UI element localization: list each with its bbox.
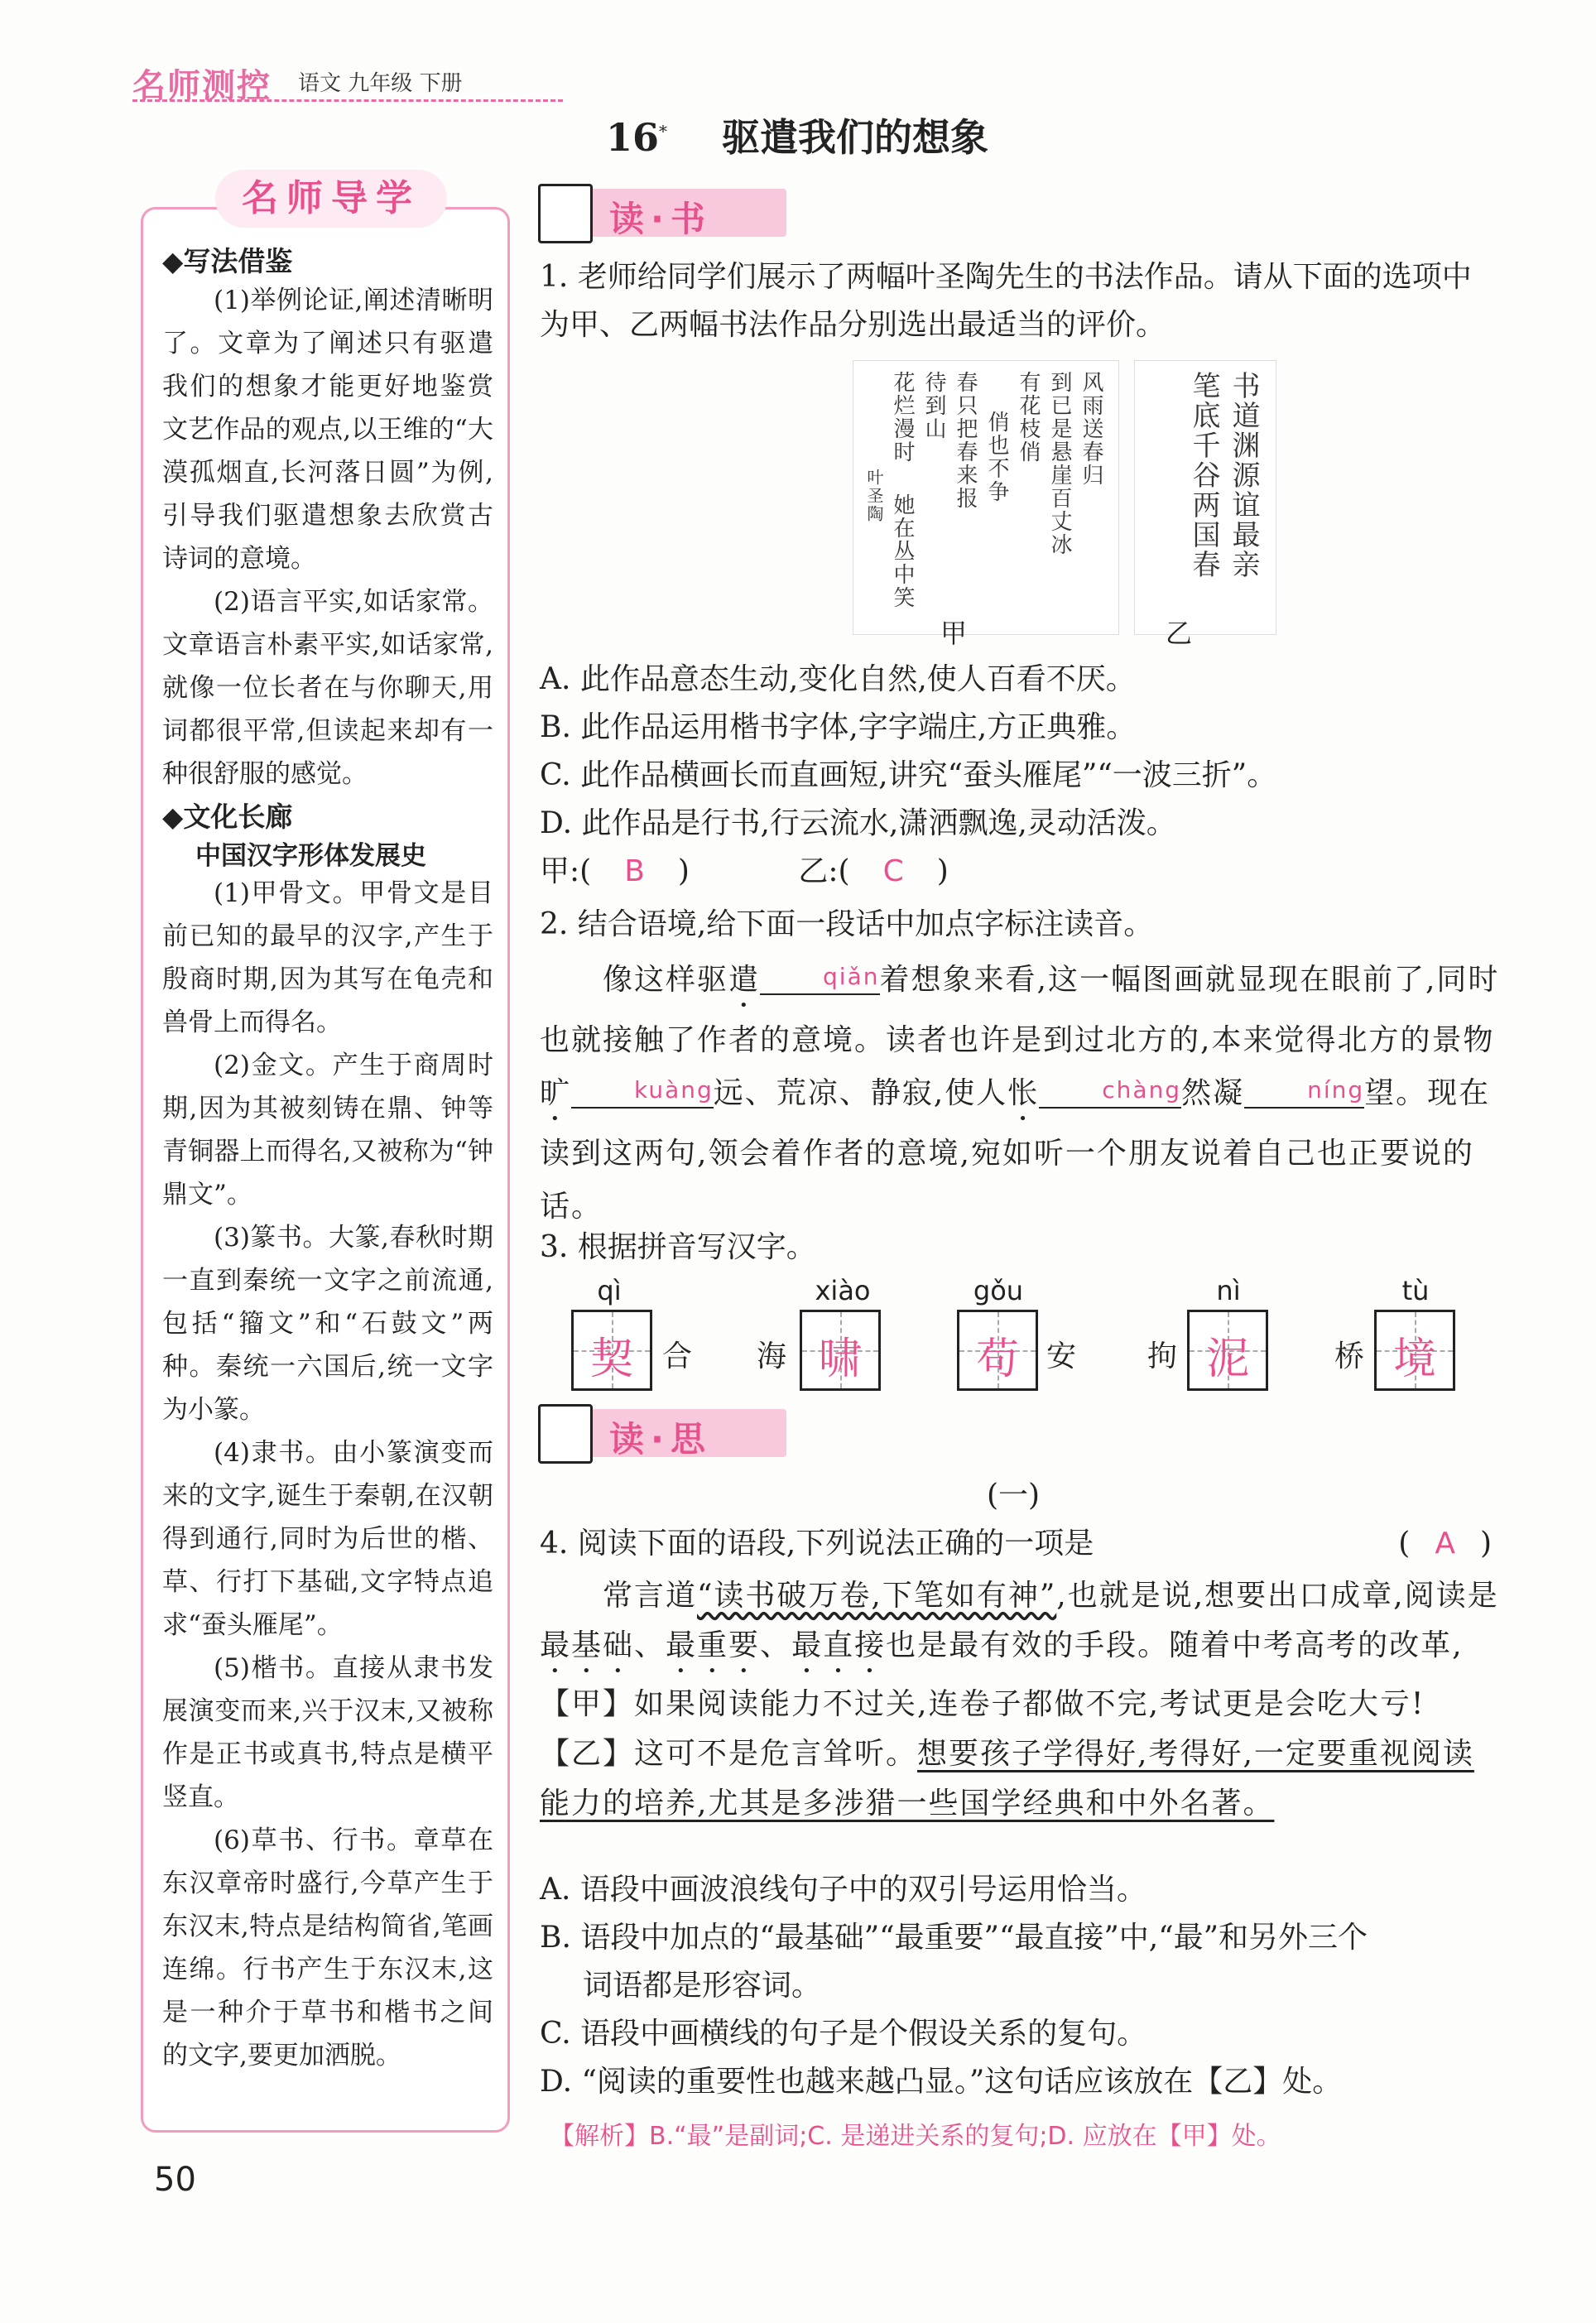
callig-col: 笔底千谷两国春 <box>1187 371 1220 580</box>
question-4-passage <box>540 1571 1500 1829</box>
pinyin-label: nì <box>1216 1275 1241 1306</box>
answer-close: ) <box>677 854 690 888</box>
answer-yi: C <box>882 854 904 888</box>
answer-char: 泥 <box>1205 1335 1249 1384</box>
answer-label: 甲:( <box>540 854 592 888</box>
underlined-sentence: 想要孩子学得好,考得好,一定要重视阅读能力的培养,尤其是多涉猎一些国学经典和中外名著。 <box>540 1737 1474 1820</box>
option-b-cont: 词语都是形容词。 <box>583 1969 822 2003</box>
dotted-word: 最重要 <box>666 1628 761 1662</box>
label-yi: 乙 <box>1166 618 1193 649</box>
context-char: 海 <box>757 1339 787 1373</box>
lesson-name: 驱遣我们的想象 <box>722 115 989 160</box>
section-read-think <box>538 1409 786 1460</box>
context-char: 拘 <box>1147 1339 1178 1373</box>
calligraphy-yi <box>1134 360 1276 635</box>
book-icon <box>538 1404 593 1464</box>
sidebar-subheading: 中国汉字形体发展史 <box>195 841 426 871</box>
pinyin-label: gǒu <box>973 1275 1024 1306</box>
option-b: B. 此作品运用楷书字体,字字端庄,方正典雅。 <box>540 710 1137 744</box>
sidebar-content <box>162 240 493 2077</box>
bracket-close: ) <box>1479 1527 1492 1561</box>
question-3-stem: 3. 根据拼音写汉字。 <box>540 1230 816 1264</box>
tianzige-box <box>1187 1310 1268 1391</box>
pinyin-answer: qiǎn <box>760 960 879 995</box>
section-read-book <box>538 189 786 237</box>
sidebar-heading-writing: ◆写法借鉴 <box>162 245 293 277</box>
option-a: A. 此作品意态生动,变化自然,使人百看不厌。 <box>540 662 1136 696</box>
sidebar-para: (1)举例论证,阐述清晰明了。文章为了阐述只有驱遣我们的想象才能更好地鉴赏文艺作品的观点,以王维的“大漠孤烟直,长河落日圆”为例,引导我们驱遣想象去欣赏古诗词的意境。 <box>162 286 493 574</box>
analysis-note: 【解析】B.“最”是副词;C. 是递进关系的复句;D. 应放在【甲】处。 <box>550 2122 1281 2151</box>
callig-col: 风雨送春归 <box>1079 371 1103 487</box>
pinyin-answer: kuàng <box>571 1074 714 1109</box>
dotted-word: 最基础 <box>540 1628 635 1662</box>
page-number: 50 <box>154 2161 196 2199</box>
passage-text: ,也就是说,想要出口成章,阅读是 <box>1056 1579 1499 1613</box>
pinyin-answer: chàng <box>1039 1074 1181 1109</box>
question-1-stem: 1. 老师给同学们展示了两幅叶圣陶先生的书法作品。请从下面的选项中为甲、乙两幅书法作品分别选出最适当的评价。 <box>540 260 1472 342</box>
stem-text: 4. 阅读下面的语段,下列说法正确的一项是 <box>540 1527 1094 1561</box>
pinyin-label: qì <box>597 1275 622 1306</box>
lesson-number: 16 <box>606 115 660 160</box>
context-char: 桥 <box>1334 1339 1365 1373</box>
passage-text: 望。现在读到这两句,领会着作者的意境,宛如听一个朋友说着自己也正要说的话。 <box>540 1076 1491 1224</box>
wavy-underlined-quote: “读书破万卷,下笔如有神” <box>697 1579 1057 1613</box>
sidebar-para: (6)草书、行书。章草在东汉章帝时盛行,今草产生于东汉末,特点是结构简省,笔画连绵。行书产生于东汉末,这是一种介于草书和楷书之间的文字,要更加洒脱。 <box>162 1825 493 2070</box>
answer-bracket <box>1398 1520 1492 1568</box>
pinyin-answer: níng <box>1244 1074 1364 1109</box>
answer-jia: B <box>624 854 645 888</box>
header-divider <box>132 99 563 102</box>
passage-text: 、 <box>634 1628 666 1662</box>
answer-char: 境 <box>1392 1335 1436 1384</box>
dotted-char: 怅 <box>1007 1076 1040 1110</box>
option-d: D. “阅读的重要性也越来越凸显。”这句话应该放在【乙】处。 <box>540 2065 1343 2099</box>
callig-col: 到已是悬崖百丈冰 <box>1047 371 1072 556</box>
sidebar-para: (5)楷书。直接从隶书发展演变而来,兴于汉末,又被称作是正书或真书,特点是横平竖直。 <box>162 1653 493 1812</box>
lesson-star: * <box>659 121 668 142</box>
book-icon <box>538 184 593 243</box>
answer-close: ) <box>936 854 949 888</box>
callig-col: 她在丛中笑 <box>890 493 915 609</box>
option-c: C. 此作品横画长而直画短,讲究“蚕头雁尾”“一波三折”。 <box>540 758 1277 792</box>
tianzige-box <box>957 1310 1038 1391</box>
part-label: (一) <box>987 1479 1041 1513</box>
callig-col: 有花枝俏 <box>1016 371 1041 464</box>
passage-text: 像这样驱 <box>603 963 729 997</box>
passage-text: 远、荒凉、静寂,使人 <box>713 1076 1008 1110</box>
bracket-open: ( <box>1398 1527 1411 1561</box>
context-char: 安 <box>1046 1339 1077 1373</box>
subject-label: 语文 九年级 下册 <box>298 71 463 96</box>
option-a: A. 语段中画波浪线句子中的双引号运用恰当。 <box>540 1873 1147 1907</box>
question-2-passage <box>540 954 1500 1234</box>
option-d: D. 此作品是行书,行云流水,潇洒飘逸,灵动活泼。 <box>540 806 1176 840</box>
tianzige-box <box>1374 1310 1455 1391</box>
dotted-word: 最直接 <box>791 1628 887 1662</box>
brand-logo: 名师测控 <box>132 67 272 105</box>
tianzige-box <box>571 1310 652 1391</box>
dotted-char: 遣 <box>728 963 761 997</box>
calligraphy-jia <box>853 360 1119 635</box>
question-2-stem: 2. 结合语境,给下面一段话中加点字标注读音。 <box>540 907 1154 941</box>
sidebar-title: 名师导学 <box>215 170 447 228</box>
section-label: 读·书 <box>609 199 712 239</box>
callig-col: 春只把春来报 <box>953 371 978 510</box>
context-char: 合 <box>662 1339 693 1373</box>
callig-col: 书道渊源谊最亲 <box>1227 371 1260 580</box>
answer-char: 苟 <box>975 1335 1019 1384</box>
label-jia: 甲 <box>940 618 968 649</box>
passage-text: 常言道 <box>603 1579 698 1613</box>
callig-signature: 叶圣陶 <box>864 469 884 523</box>
tianzige-box <box>800 1310 881 1391</box>
question-1-options <box>540 656 1500 896</box>
question-4-options <box>540 1866 1500 2106</box>
pinyin-label: tù <box>1401 1275 1430 1306</box>
answer-char: 啸 <box>818 1335 862 1384</box>
sidebar-para: (1)甲骨文。甲骨文是目前已知的最早的汉字,产生于殷商时期,因为其写在龟壳和兽骨上而得名。 <box>162 878 493 1037</box>
lesson-title <box>606 108 988 162</box>
callig-col: 待到山 <box>921 371 946 440</box>
sidebar-heading-culture: ◆文化长廊 <box>162 801 293 833</box>
answer-line <box>540 848 1500 896</box>
question-4-stem <box>540 1520 1500 1568</box>
passage-text: 也是最有效的手段。随着中考高考的改革,【甲】如果阅读能力不过关,连卷子都做不完,考试更是会吃大亏!【乙】这可不是危言耸听。 <box>540 1628 1464 1771</box>
passage-text: 然凝 <box>1181 1076 1245 1110</box>
option-b: B. 语段中加点的“最基础”“最重要”“最直接”中,“最”和另外三个 <box>540 1921 1368 1955</box>
answer-q4: A <box>1435 1527 1455 1561</box>
sidebar-para: (4)隶书。由小篆演变而来的文字,诞生于秦朝,在汉朝得到通行,同时为后世的楷、草、行打下基础,文字特点追求“蚕头雁尾”。 <box>162 1438 493 1640</box>
section-label: 读·思 <box>609 1419 712 1460</box>
sidebar-para: (3)篆书。大篆,春秋时期一直到秦统一文字之前流通,包括“籀文”和“石鼓文”两种。秦统一六国后,统一文字为小篆。 <box>162 1223 493 1425</box>
sidebar-para: (2)金文。产生于商周时期,因为其被刻铸在鼎、钟等青铜器上而得名,又被称为“钟鼎文”。 <box>162 1051 493 1210</box>
sidebar-para: (2)语言平实,如话家常。文章语言朴素平实,如话家常,就像一位长者在与你聊天,用词都很平常,但读起来却有一种很舒服的感觉。 <box>162 587 493 789</box>
passage-text: 、 <box>760 1628 792 1662</box>
answer-char: 契 <box>589 1335 633 1384</box>
option-c: C. 语段中画横线的句子是个假设关系的复句。 <box>540 2017 1147 2051</box>
callig-col: 俏也不争 <box>984 411 1009 503</box>
answer-label: 乙:( <box>798 854 850 888</box>
passage-text: 着想象来看,这一幅图画就显现在眼前了,同时也就接触了作者的意境。读者也许是到过北方的,本来觉得北方的景物 <box>540 963 1500 1057</box>
callig-col: 花烂漫时 <box>890 371 915 464</box>
pinyin-label: xiào <box>815 1275 871 1306</box>
dotted-char: 旷 <box>540 1076 572 1110</box>
